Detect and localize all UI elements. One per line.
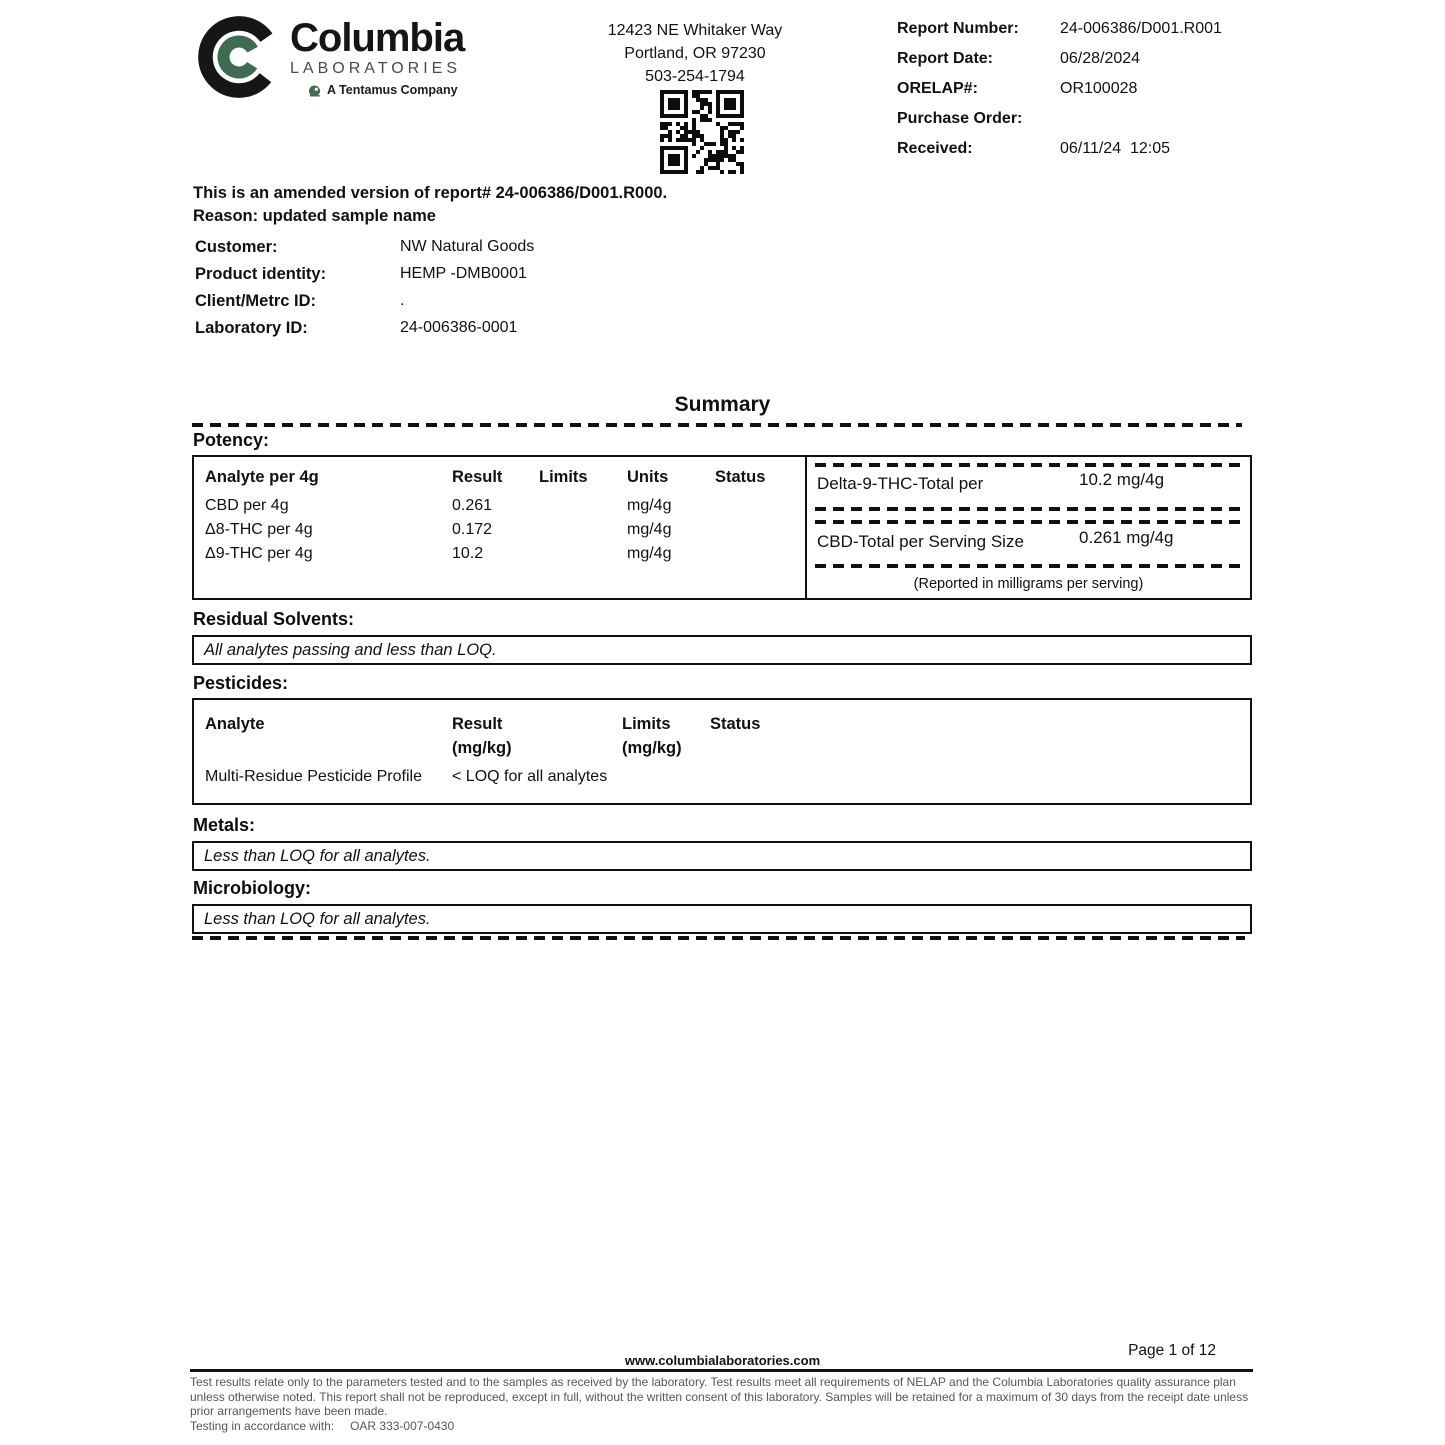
analyte-units: mg/4g (627, 545, 672, 562)
pesticide-status (710, 768, 1225, 786)
report-number-label: Report Number: (897, 20, 1019, 37)
pesticides-col-result: Result (mg/kg) (452, 715, 512, 757)
potency-heading: Potency: (193, 430, 270, 450)
analyte-result: 0.261 (452, 497, 493, 514)
report-date-label: Report Date: (897, 50, 994, 67)
report-number-value: 24-006386/D001.R001 (1060, 20, 1222, 37)
residual-solvents-box (192, 635, 1252, 665)
potency-col-units: Units (627, 468, 669, 486)
analyte-result: 0.172 (452, 521, 493, 538)
footer-rule (190, 1369, 1253, 1372)
cbd-total-value: 0.261 mg/4g (1079, 528, 1174, 547)
pesticides-col-analyte: Analyte (205, 715, 265, 733)
logo-tagline: A Tentamus Company (327, 83, 458, 97)
total-divider (815, 564, 1242, 568)
total-divider (815, 520, 1242, 524)
purchase-order-value (1060, 110, 1222, 140)
purchase-order-row (897, 110, 1222, 140)
testing-accordance-row (190, 1419, 1255, 1434)
lab-address (570, 19, 820, 88)
potency-table (194, 457, 805, 569)
analyte-result: 10.2 (452, 545, 484, 562)
serving-note: (Reported in milligrams per serving) (913, 576, 1144, 592)
logo-tagline-row (308, 83, 464, 97)
microbiology-box (192, 904, 1252, 934)
laboratory-id-label: Laboratory ID: (195, 319, 308, 337)
cbd-total-label: CBD-Total per Serving Size (817, 532, 1024, 551)
testing-value: OAR 333-007-0430 (350, 1418, 455, 1433)
total-divider (815, 507, 1242, 511)
website-url: www.columbialaboratories.com (624, 1353, 821, 1368)
amendment-line-2: Reason: updated sample name (193, 207, 436, 225)
pesticide-result: < LOQ for all analytes (452, 768, 608, 785)
received-value: 06/11/24 12:05 (1060, 140, 1171, 157)
client-metrc-label: Client/Metrc ID: (195, 292, 317, 310)
logo-subtitle: LABORATORIES (290, 60, 461, 77)
pesticides-box (192, 698, 1252, 805)
table-row (205, 768, 1225, 786)
microbiology-heading: Microbiology: (193, 878, 311, 898)
customer-row (195, 238, 534, 265)
product-identity-value: HEMP -DMB0001 (400, 265, 527, 282)
potency-col-analyte: Analyte per 4g (205, 468, 319, 486)
potency-col-limits: Limits (539, 468, 588, 486)
orelap-value: OR100028 (1060, 80, 1138, 97)
table-row (205, 545, 805, 569)
report-date-row (897, 50, 1222, 80)
sample-info-block (195, 238, 534, 346)
address-line-1: 12423 NE Whitaker Way (607, 22, 783, 39)
pesticides-heading: Pesticides: (193, 673, 289, 693)
analyte-units: mg/4g (627, 497, 672, 514)
pesticides-header-row (205, 712, 1225, 760)
logo-name: Columbia (290, 16, 465, 60)
residual-solvents-result: All analytes passing and less than LOQ. (204, 641, 497, 659)
amendment-note (193, 182, 667, 228)
table-row (205, 497, 805, 521)
metals-heading: Metals: (193, 815, 256, 835)
customer-value: NW Natural Goods (400, 238, 535, 255)
report-date-value: 06/28/2024 (1060, 50, 1141, 67)
amendment-line-1: This is an amended version of report# 24-006386/D001.R000. (193, 184, 668, 202)
columbia-logo-icon (196, 14, 282, 100)
summary-bottom-divider (192, 936, 1245, 940)
logo-text-block (290, 18, 464, 97)
potency-box (192, 455, 1252, 600)
tentamus-icon (308, 84, 322, 97)
summary-title: Summary (674, 393, 771, 416)
qr-code-icon (660, 90, 744, 174)
thc-total-label: Delta-9-THC-Total per (817, 474, 984, 493)
pesticides-col-status: Status (710, 715, 761, 733)
customer-label: Customer: (195, 238, 278, 256)
pesticide-limits (622, 768, 710, 786)
address-line-2: Portland, OR 97230 (624, 45, 766, 62)
orelap-label: ORELAP#: (897, 80, 978, 97)
received-row (897, 140, 1222, 170)
received-label: Received: (897, 140, 973, 157)
potency-col-result: Result (452, 468, 503, 486)
microbiology-result: Less than LOQ for all analytes. (204, 910, 431, 928)
summary-top-divider (192, 423, 1242, 427)
analyte-name: Δ9-THC per 4g (205, 545, 313, 562)
residual-solvents-heading: Residual Solvents: (193, 609, 355, 629)
table-row (205, 521, 805, 545)
pesticides-col-limits: Limits (mg/kg) (622, 715, 682, 757)
client-metrc-row (195, 292, 534, 319)
client-metrc-value: . (400, 292, 405, 309)
report-info-block (897, 20, 1222, 170)
pesticide-analyte: Multi-Residue Pesticide Profile (205, 768, 422, 785)
thc-total-value: 10.2 mg/4g (1079, 470, 1165, 489)
purchase-order-label: Purchase Order: (897, 110, 1023, 127)
metals-result: Less than LOQ for all analytes. (204, 847, 431, 865)
footer-disclaimer (190, 1375, 1255, 1433)
address-line-3: 503-254-1794 (645, 68, 745, 85)
laboratory-id-row (195, 319, 534, 346)
product-identity-label: Product identity: (195, 265, 327, 283)
analyte-name: Δ8-THC per 4g (205, 521, 313, 538)
disclaimer-text: Test results relate only to the parameters tested and to the samples as received by the laboratory. Test results meet all requirements of NELAP and the Columbia Laboratories quality assurance plan unless otherwise noted. This report shall not be reproduced, except in full, without the written consent of this laboratory. Samples will be retained for a maximum of 30 days from the receipt date unless prior arrangements have been made. (190, 1375, 1249, 1418)
potency-header-row (205, 468, 805, 497)
metals-box (192, 841, 1252, 871)
total-divider (815, 463, 1242, 467)
laboratory-id-value: 24-006386-0001 (400, 319, 518, 336)
analyte-name: CBD per 4g (205, 497, 289, 514)
potency-col-status: Status (715, 468, 766, 486)
page-number: Page 1 of 12 (1128, 1342, 1216, 1359)
product-identity-row (195, 265, 534, 292)
analyte-units: mg/4g (627, 521, 672, 538)
report-number-row (897, 20, 1222, 50)
orelap-row (897, 80, 1222, 110)
potency-totals-panel (807, 457, 1250, 598)
testing-label: Testing in accordance with: (190, 1418, 335, 1433)
